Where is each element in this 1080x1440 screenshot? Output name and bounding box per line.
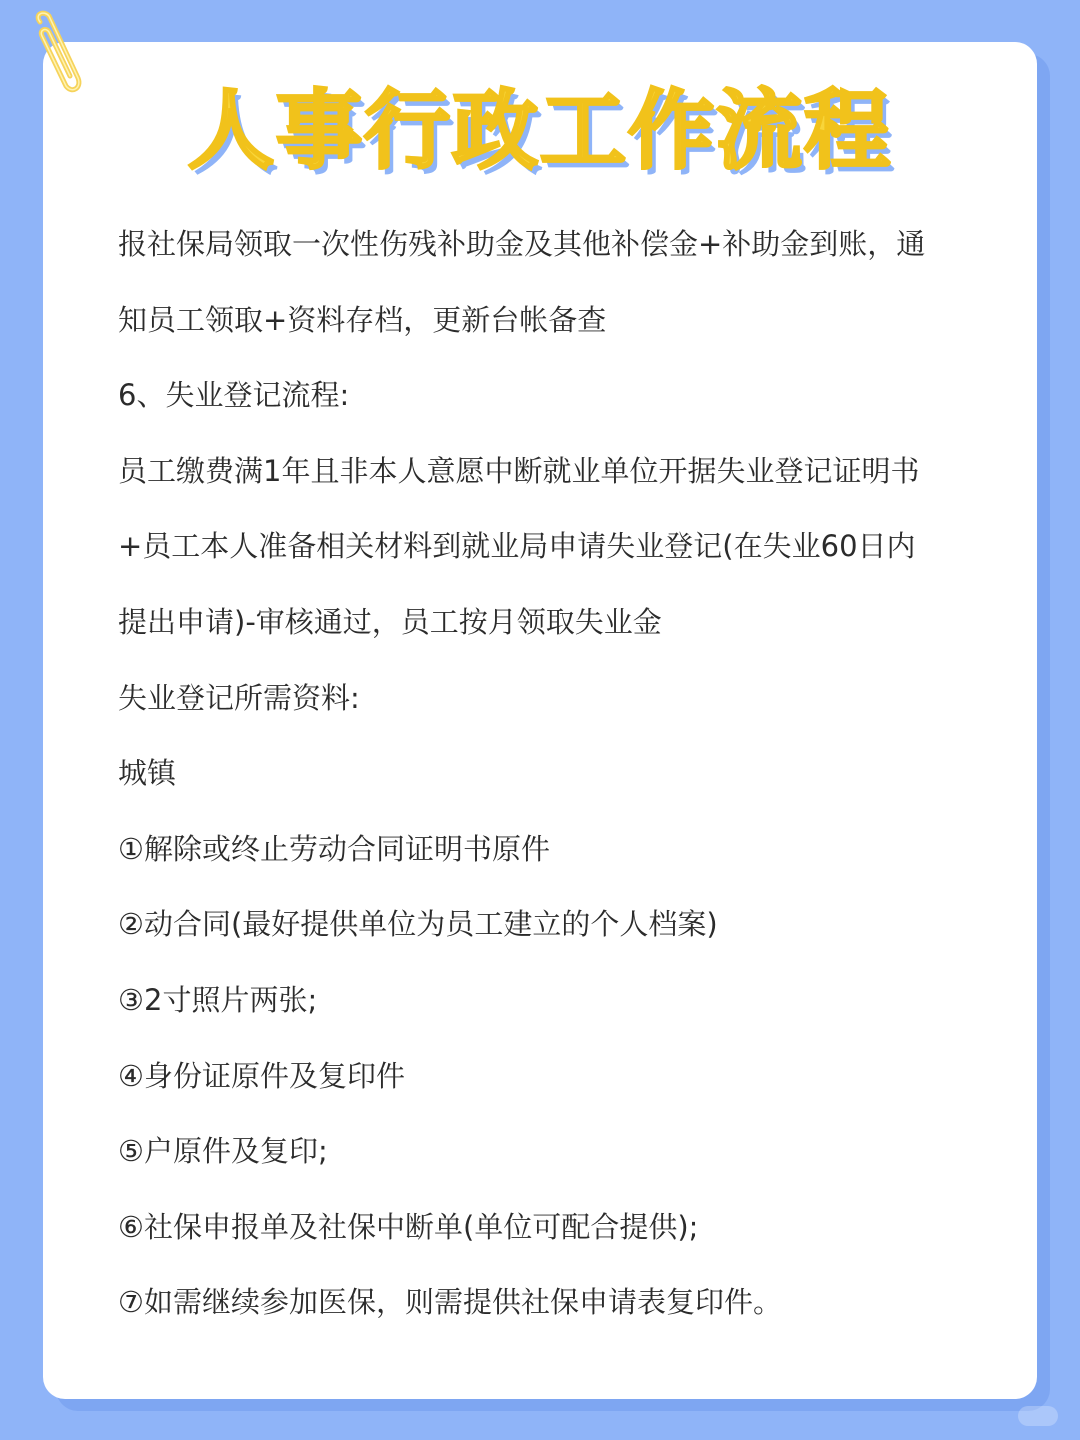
paragraph-line: 报社保局领取一次性伤残补助金及其他补偿金+补助金到账，通	[118, 227, 926, 261]
list-item: ④身份证原件及复印件	[118, 1058, 405, 1093]
section-heading: 6、失业登记流程:	[118, 378, 350, 413]
list-item: ⑥社保申报单及社保中断单(单位可配合提供);	[118, 1209, 699, 1244]
paragraph-line: 知员工领取+资料存档，更新台帐备查	[118, 302, 607, 337]
list-item: ③2寸照片两张;	[118, 982, 318, 1017]
watermark	[1018, 1406, 1058, 1426]
text-body	[118, 207, 968, 1341]
list-item: ①解除或终止劳动合同证明书原件	[118, 831, 550, 866]
paragraph-line: +员工本人准备相关材料到就业局申请失业登记(在失业60日内	[118, 529, 916, 564]
list-item: ⑦如需继续参加医保，则需提供社保申请表复印件。	[118, 1285, 782, 1320]
paragraph-line: 提出申请)-审核通过，员工按月领取失业金	[118, 604, 662, 639]
list-item: ⑤户原件及复印;	[118, 1134, 328, 1169]
section-heading: 失业登记所需资料:	[118, 680, 360, 715]
subheading: 城镇	[118, 756, 177, 791]
list-item: ②动合同(最好提供单位为员工建立的个人档案)	[118, 907, 718, 942]
paragraph-line: 员工缴费满1年且非本人意愿中断就业单位开据失业登记证明书	[118, 453, 920, 488]
page-title: 人事行政工作流程	[188, 81, 892, 181]
